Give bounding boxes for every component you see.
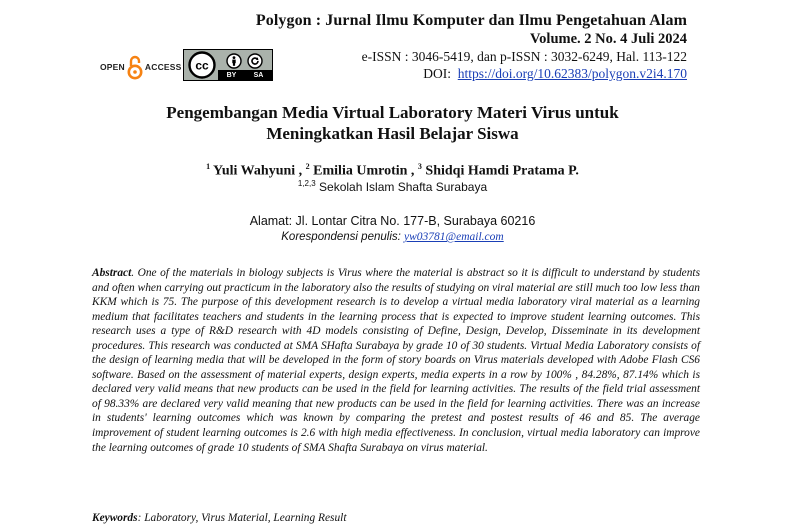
open-access-logo bbox=[100, 52, 182, 82]
abstract-label: Abstract bbox=[92, 267, 132, 279]
author-1-name: Yuli Wahyuni , bbox=[213, 163, 303, 179]
open-access-right-text: ACCESS bbox=[144, 62, 182, 72]
author-1-sup: 1 bbox=[206, 162, 211, 171]
paper-title bbox=[0, 102, 785, 144]
correspondence bbox=[0, 231, 785, 243]
keywords bbox=[92, 512, 347, 524]
journal-name: Polygon : Jurnal Ilmu Komputer dan Ilmu Pengetahuan Alam bbox=[255, 12, 687, 29]
author-3-name: Shidqi Hamdi Pratama P. bbox=[425, 163, 579, 179]
journal-issn: e-ISSN : 3046-5419, dan p-ISSN : 3032-6249, Hal. 113-122 bbox=[361, 49, 687, 64]
abstract-text: . One of the materials in biology subjects is Virus where the material is abstract so it is difficult to understand by students and often when carrying out practicum in the laboratory also the results of studying on viral material are still much too low less than KKM which is 75. The purpose of this development research is to develop a virtual media laboratory viral material as a learning medium that facilitates teachers and students in the learning process that is expected to improve student learning outcomes. This research uses a type of R&D research with 4D models consisting of Define, Design, Develop, Disseminate in its development procedures. This research was conducted at SMA SHafta Surabaya by grade 10 of 30 students. Virtual Media Laboratory consists of the design of learning media that will be developed in the form of story boards on Virus materials developed with Adobe Flash CS6 software. Based on the assessment of material experts, design experts, media experts in a row by 100% , 84.28%, 87.14% which is declared very valid means that new products can be used in the field for learning activities. The results of the field trial assessment of 98.33% are declared very valid meaning that new products can be used in the field for learning activities. There was an increase in students' learning outcomes which was known by comparing the pretest and postest results of 46 and 85. The average improvement of student learning outcomes is 2.6 with high media effectiveness. In conclusion, virtual media laboratory can improve the learning outcomes of grade 10 students of SMA Shafta Surabaya on virus material. bbox=[92, 267, 700, 454]
keywords-text: : Laboratory, Virus Material, Learning Result bbox=[137, 512, 347, 524]
paper-title-line-1: Pengembangan Media Virtual Laboratory Materi Virus untuk bbox=[166, 103, 619, 122]
open-access-lock-icon bbox=[127, 54, 143, 80]
author-2-sup: 2 bbox=[305, 162, 310, 171]
author-3-sup: 3 bbox=[417, 162, 422, 171]
license-by-label: BY bbox=[226, 71, 237, 79]
license-label-bar bbox=[218, 70, 272, 80]
address: Alamat: Jl. Lontar Citra No. 177-B, Surabaya 60216 bbox=[249, 214, 536, 228]
paper-title-line-2: Meningkatkan Hasil Belajar Siswa bbox=[266, 124, 519, 143]
share-alike-icon bbox=[247, 53, 263, 69]
journal-volume: Volume. 2 No. 4 Juli 2024 bbox=[530, 31, 687, 47]
affiliation bbox=[0, 179, 785, 194]
affiliation-sup: 1,2,3 bbox=[297, 179, 316, 188]
affiliation-name: Sekolah Islam Shafta Surabaya bbox=[319, 180, 488, 194]
journal-doi bbox=[423, 66, 687, 82]
cc-by-sa-badge bbox=[183, 49, 273, 81]
author-2-name: Emilia Umrotin , bbox=[313, 163, 415, 179]
svg-text:cc: cc bbox=[195, 58, 209, 73]
creative-commons-icon bbox=[187, 51, 217, 79]
doi-label: DOI: bbox=[423, 66, 451, 81]
attribution-person-icon bbox=[226, 53, 242, 69]
open-access-left-text: OPEN bbox=[100, 62, 125, 72]
doi-link[interactable]: https://doi.org/10.62383/polygon.v2i4.170 bbox=[457, 66, 687, 81]
correspondence-email-link[interactable]: yw03781@email.com bbox=[404, 231, 504, 243]
license-sa-label: SA bbox=[253, 71, 264, 79]
correspondence-label: Korespondensi penulis: bbox=[281, 231, 401, 243]
abstract bbox=[92, 266, 700, 455]
author-list bbox=[0, 162, 785, 180]
keywords-label: Keywords bbox=[92, 512, 138, 524]
